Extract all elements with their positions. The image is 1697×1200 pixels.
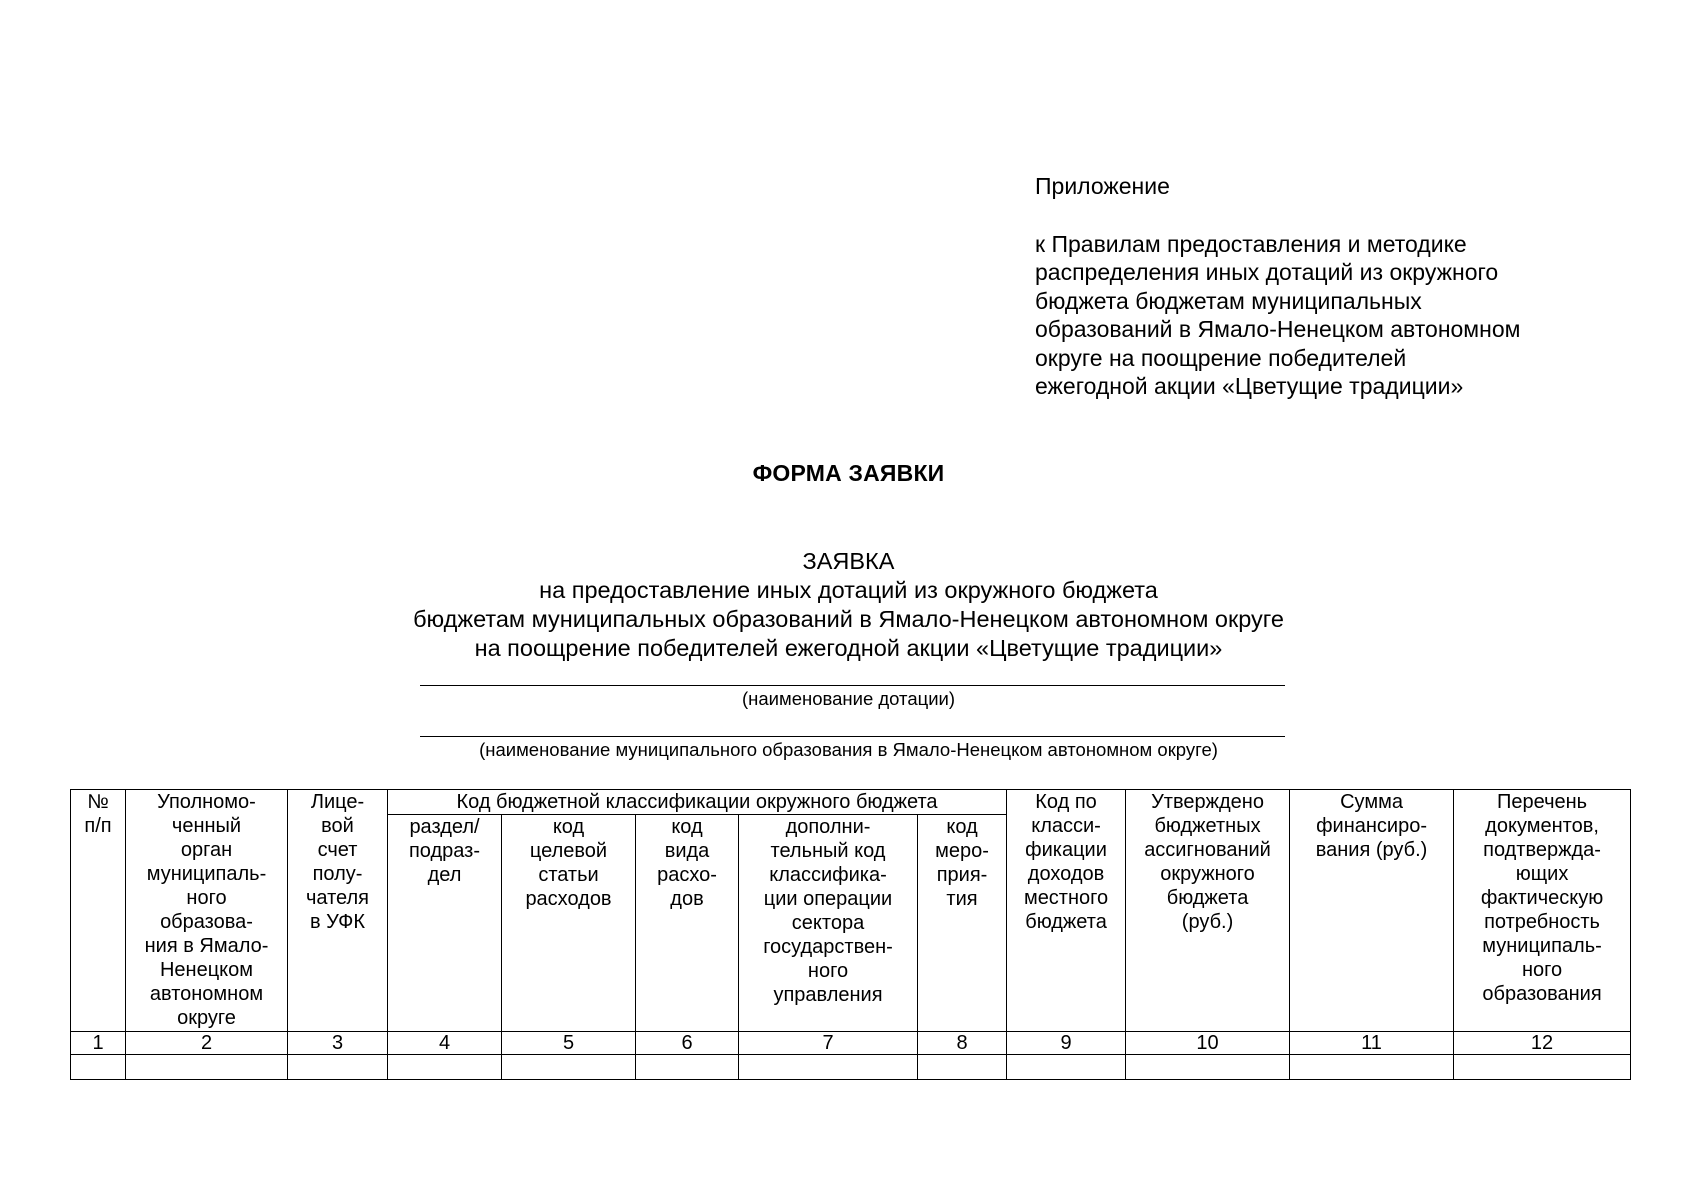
table-cell[interactable] (126, 1055, 288, 1080)
column-number: 9 (1007, 1032, 1126, 1055)
municipality-name-caption: (наименование муниципального образования в Ямало-Ненецком автономном округе) (479, 739, 1218, 760)
header-event-code: код меро- прия- тия (918, 815, 1007, 1032)
table-cell[interactable] (388, 1055, 502, 1080)
header-personal-account: Лице- вой счет полу- чателя в УФК (288, 790, 388, 1032)
column-number: 6 (636, 1032, 739, 1055)
appendix-title: Приложение (1035, 173, 1170, 199)
application-table (70, 789, 1631, 1080)
column-number-row (71, 1032, 1631, 1055)
header-income-classification-code: Код по класси- фикации доходов местного бюджета (1007, 790, 1126, 1032)
municipality-name-line[interactable] (420, 736, 1285, 737)
header-additional-operation-code: дополни- тельный код классифика- ции операции сектора государствен- ного управления (739, 815, 918, 1032)
table-cell[interactable] (502, 1055, 636, 1080)
table-cell[interactable] (636, 1055, 739, 1080)
header-row-number: № п/п (71, 790, 126, 1032)
request-heading (0, 547, 1697, 663)
column-number: 10 (1126, 1032, 1290, 1055)
appendix-reference (1035, 230, 1635, 401)
header-budget-classification-group: Код бюджетной классификации окружного бюджета (388, 790, 1007, 815)
request-line: на предоставление иных дотаций из окружного бюджета (539, 577, 1158, 603)
header-financing-amount: Сумма финансиро- вания (руб.) (1290, 790, 1454, 1032)
header-expense-type-code: код вида расхо- дов (636, 815, 739, 1032)
table-cell[interactable] (739, 1055, 918, 1080)
appendix-line: образований в Ямало-Ненецком автономном (1035, 316, 1521, 342)
column-number: 8 (918, 1032, 1007, 1055)
table-cell[interactable] (1454, 1055, 1631, 1080)
appendix-block (1035, 172, 1635, 401)
table-header-row (71, 790, 1631, 815)
request-line: на поощрение победителей ежегодной акции «Цветущие традиции» (474, 635, 1223, 661)
table-cell[interactable] (288, 1055, 388, 1080)
column-number: 11 (1290, 1032, 1454, 1055)
table-cell[interactable] (918, 1055, 1007, 1080)
header-documents-list: Перечень документов, подтвержда- ющих фактическую потребность муниципаль- ного образования (1454, 790, 1631, 1032)
appendix-line: распределения иных дотаций из окружного (1035, 259, 1499, 285)
appendix-line: к Правилам предоставления и методике (1035, 230, 1467, 257)
appendix-line: бюджета бюджетам муниципальных (1035, 287, 1422, 314)
column-number: 4 (388, 1032, 502, 1055)
header-authorized-body: Уполномо- ченный орган муниципаль- ного образова- ния в Ямало- Ненецком автономном округе (126, 790, 288, 1032)
header-section-subsection: раздел/ подраз- дел (388, 815, 502, 1032)
form-title: ФОРМА ЗАЯВКИ (752, 460, 945, 486)
request-title: ЗАЯВКА (802, 548, 895, 574)
request-line: бюджетам муниципальных образований в Ямало-Ненецком автономном округе (413, 606, 1284, 632)
header-target-article-code: код целевой статьи расходов (502, 815, 636, 1032)
table-cell[interactable] (71, 1055, 126, 1080)
table-cell[interactable] (1126, 1055, 1290, 1080)
column-number: 7 (739, 1032, 918, 1055)
subsidy-name-caption: (наименование дотации) (741, 688, 956, 709)
column-number: 12 (1454, 1032, 1631, 1055)
appendix-line: округе на поощрение победителей (1035, 344, 1407, 371)
column-number: 2 (126, 1032, 288, 1055)
appendix-line: ежегодной акции «Цветущие традиции» (1035, 373, 1464, 399)
table-cell[interactable] (1007, 1055, 1126, 1080)
column-number: 3 (288, 1032, 388, 1055)
subsidy-name-line[interactable] (420, 685, 1285, 686)
table-row (71, 1055, 1631, 1080)
column-number: 1 (71, 1032, 126, 1055)
column-number: 5 (502, 1032, 636, 1055)
table-cell[interactable] (1290, 1055, 1454, 1080)
header-approved-appropriations: Утверждено бюджетных ассигнований окружного бюджета (руб.) (1126, 790, 1290, 1032)
